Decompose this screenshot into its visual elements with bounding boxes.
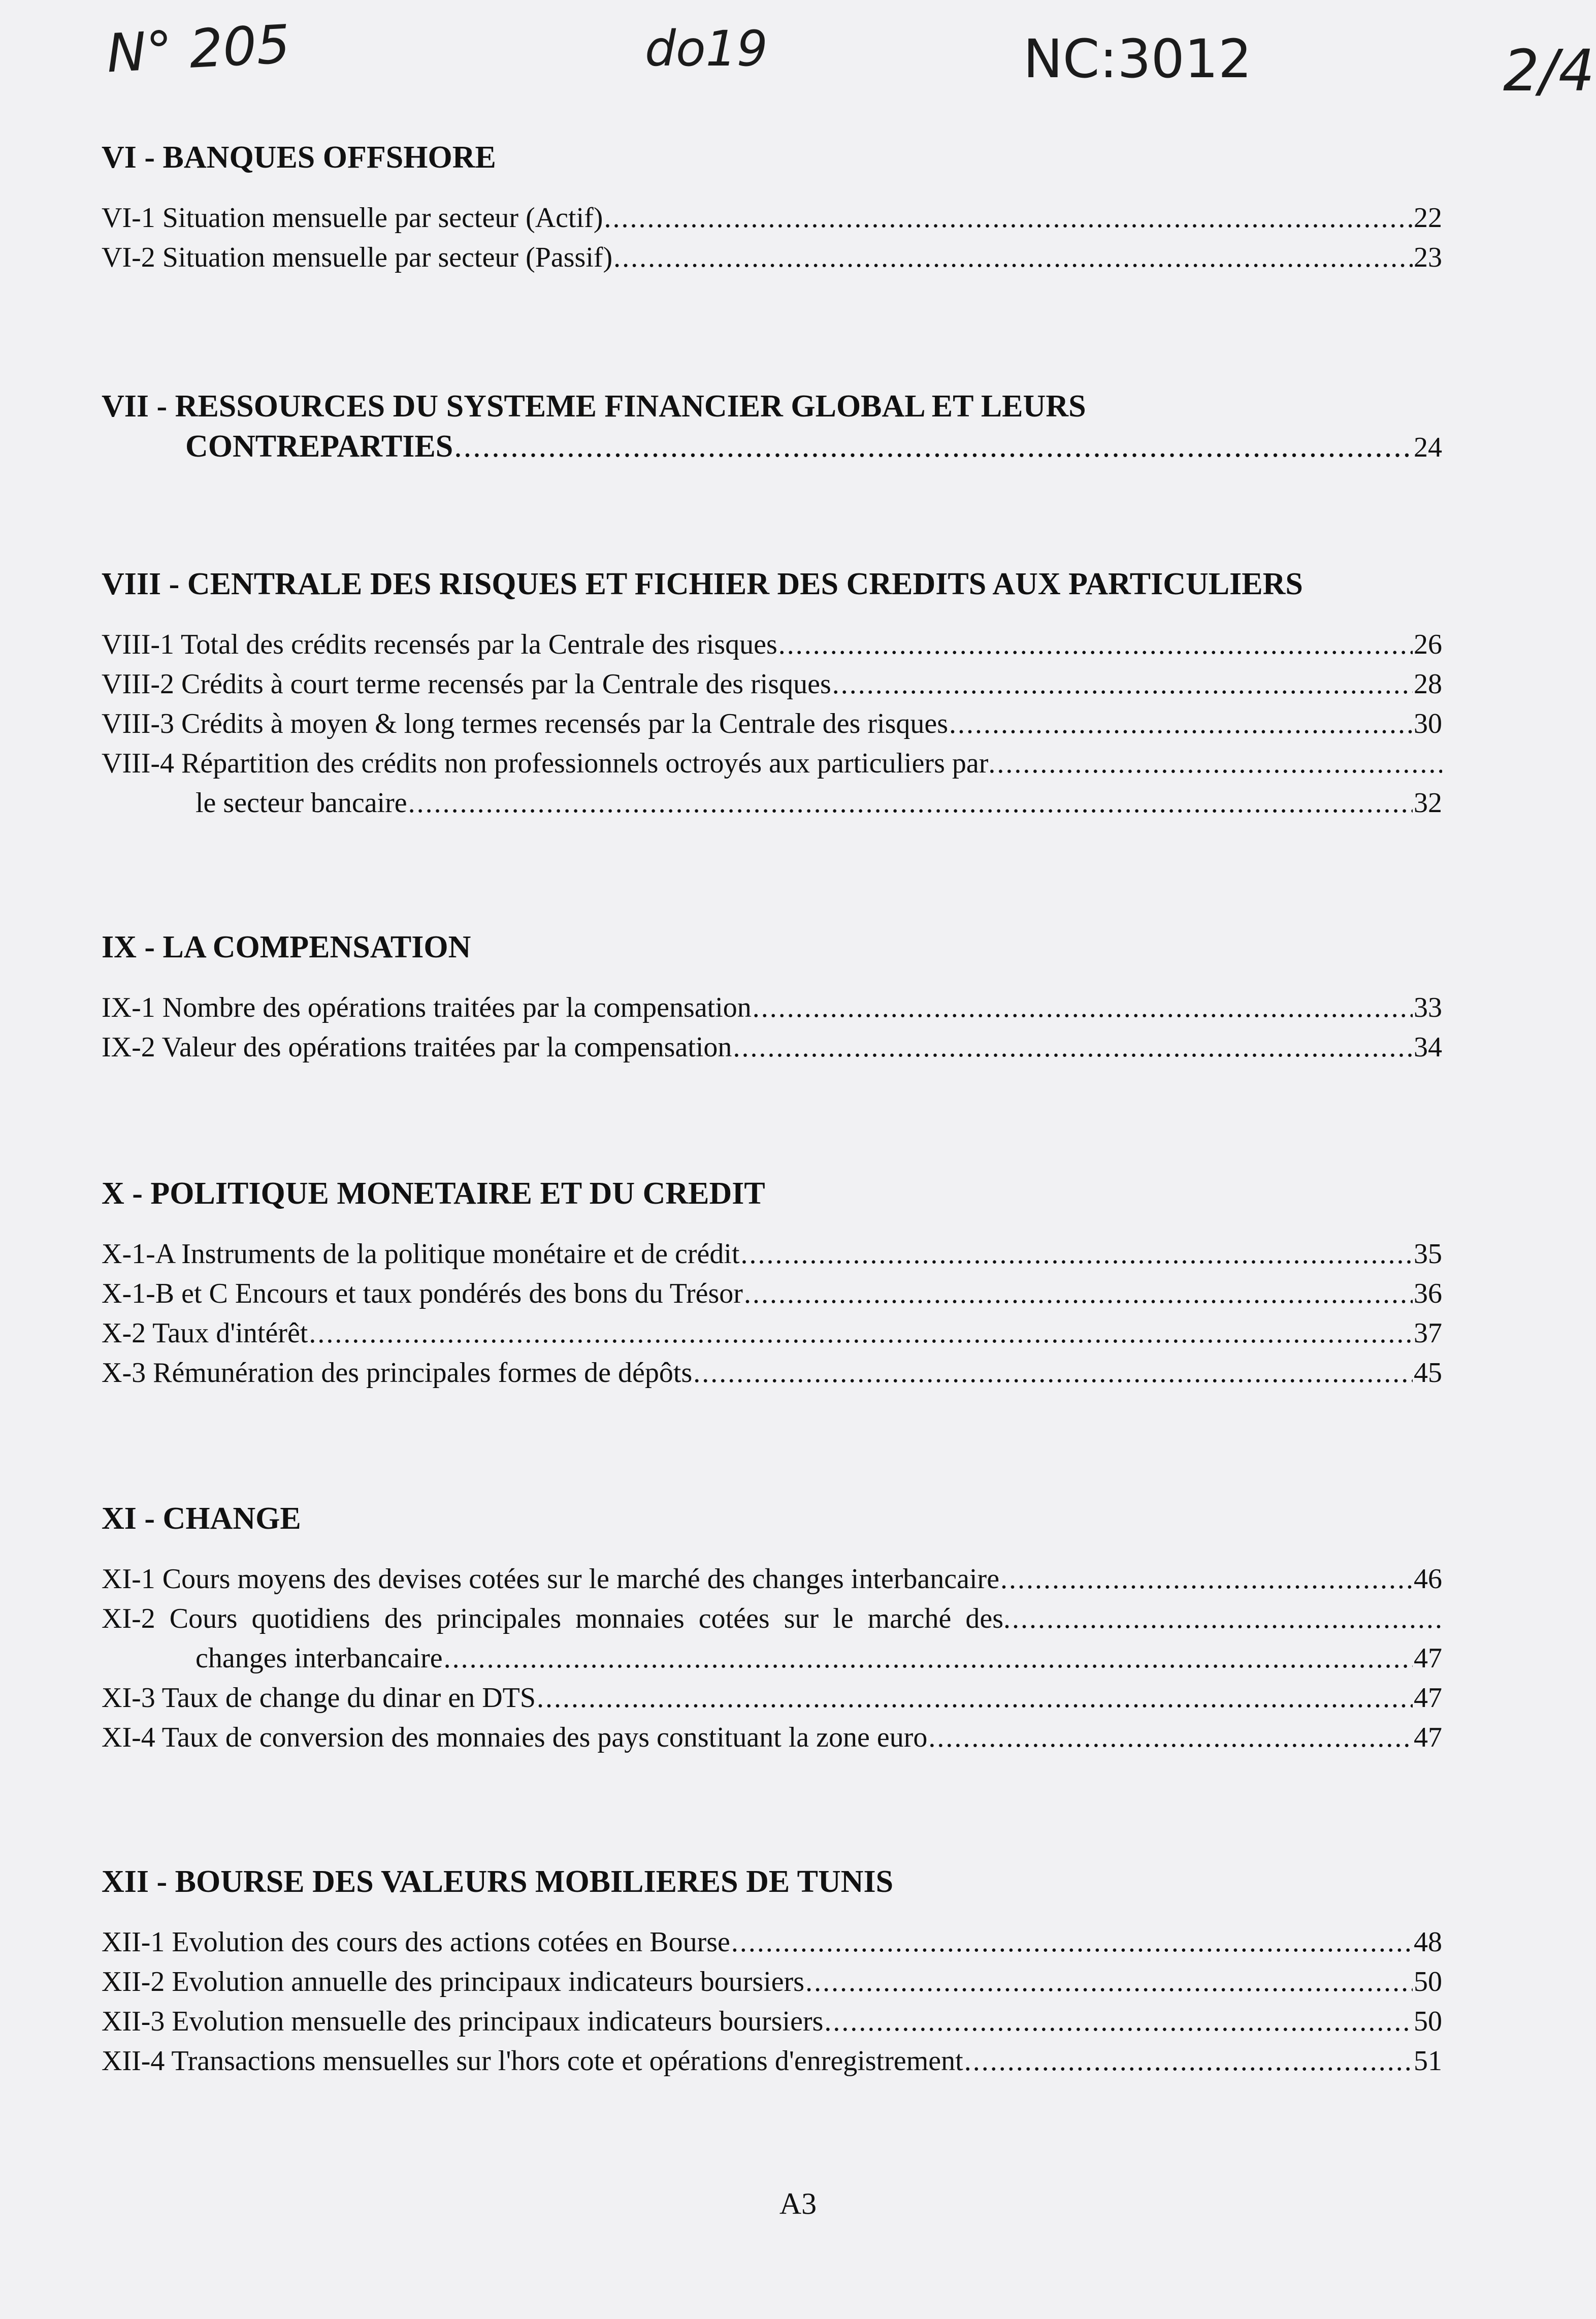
section-title: XI - CHANGE: [102, 1501, 301, 1536]
toc-entry-label: changes interbancaire: [196, 1642, 443, 1674]
section-title: [102, 386, 1442, 427]
toc-entry[interactable]: [102, 2002, 1442, 2041]
toc-entry-page: 22: [1414, 202, 1442, 234]
toc-entry[interactable]: [102, 238, 1442, 277]
toc-entry-label: XI-4 Taux de conversion des monnaies des pays constituant la zone euro: [102, 1722, 928, 1753]
dot-leader: [805, 1962, 1413, 2002]
toc-entry-page: 45: [1414, 1357, 1442, 1389]
toc-entry[interactable]: [102, 1274, 1442, 1313]
toc-entry-label: XI-2 Cours quotidiens des principales monnaies cotées sur le marché des: [102, 1603, 1004, 1634]
toc-entry-label: VIII-2 Crédits à court terme recensés par la Centrale des risques: [102, 668, 831, 700]
toc-entry[interactable]: [102, 1638, 1442, 1678]
toc-entry-page: 47: [1414, 1722, 1442, 1753]
dot-leader: [741, 1234, 1413, 1274]
toc-entry-page: 30: [1414, 708, 1442, 739]
toc-entry[interactable]: [102, 1922, 1442, 1962]
toc-entry-page: 47: [1414, 1642, 1442, 1674]
toc-entry-page: 28: [1414, 668, 1442, 700]
toc-entry-label: VI-2 Situation mensuelle par secteur (Passif): [102, 242, 613, 273]
toc-entry[interactable]: [102, 1718, 1442, 1757]
section-compensation: [102, 927, 1442, 1067]
toc-entry-label: le secteur bancaire: [196, 787, 407, 819]
toc-entry[interactable]: [102, 1559, 1442, 1599]
section-change: [102, 1498, 1442, 1757]
section-ressources: [102, 386, 1442, 467]
toc-entry[interactable]: [102, 664, 1442, 704]
dot-leader: [693, 1353, 1413, 1393]
section-bourse: [102, 1861, 1442, 2081]
toc-entry-line1[interactable]: [102, 744, 1442, 783]
toc-entry-page: 24: [1414, 432, 1442, 463]
toc-entry[interactable]: [102, 704, 1442, 744]
handwritten-nc: NC:3012: [1023, 28, 1252, 90]
handwritten-page-marker: 2/4: [1503, 38, 1595, 104]
dot-leader: [928, 1718, 1413, 1757]
dot-leader: [454, 427, 1413, 466]
toc-entry-page: 50: [1414, 2006, 1442, 2037]
dot-leader: [824, 2002, 1413, 2041]
dot-leader: [613, 238, 1413, 277]
section-title: XII - BOURSE DES VALEURS MOBILIERES DE TUNIS: [102, 1864, 894, 1899]
toc-entry-page: 37: [1414, 1317, 1442, 1349]
dot-leader: [964, 2041, 1413, 2081]
handwritten-annotations: [0, 15, 1596, 102]
toc-entry-page: 32: [1414, 787, 1442, 819]
toc-entry[interactable]: [102, 783, 1442, 823]
toc-entry-page: 35: [1414, 1238, 1442, 1270]
toc-entry-page: 51: [1414, 2045, 1442, 2077]
toc-entry[interactable]: [102, 1678, 1442, 1718]
toc-entry-page: 33: [1414, 992, 1442, 1023]
toc-entry-page: 50: [1414, 1966, 1442, 1998]
toc-entry-label: XII-4 Transactions mensuelles sur l'hors cote et opérations d'enregistrement: [102, 2045, 963, 2077]
toc-entry-label: VIII-3 Crédits à moyen & long termes recensés par la Centrale des risques: [102, 708, 949, 739]
toc-entry-label: X-1-B et C Encours et taux pondérés des bons du Trésor: [102, 1278, 743, 1309]
section-title: VIII - CENTRALE DES RISQUES ET FICHIER DES CREDITS AUX PARTICULIERS: [102, 567, 1303, 601]
toc-entry-page: 48: [1414, 1926, 1442, 1958]
page-footer-label: A3: [779, 2187, 817, 2220]
dot-leader: [1003, 1599, 1442, 1638]
section-politique-monetaire: [102, 1173, 1442, 1393]
toc-entry-page: 36: [1414, 1278, 1442, 1309]
toc-entry-label: XI-1 Cours moyens des devises cotées sur le marché des changes interbancaire: [102, 1563, 1000, 1595]
toc-entry[interactable]: [102, 1353, 1442, 1393]
handwritten-doc-number: N° 205: [105, 13, 292, 85]
section-title: VI - BANQUES OFFSHORE: [102, 140, 496, 175]
toc-entry-label: IX-2 Valeur des opérations traitées par la compensation: [102, 1032, 732, 1063]
dot-leader: [949, 704, 1413, 744]
toc-entry[interactable]: [102, 427, 1442, 467]
toc-entry[interactable]: [102, 198, 1442, 238]
dot-leader: [1000, 1559, 1413, 1599]
dot-leader: [309, 1313, 1413, 1353]
toc-entry-page: 23: [1414, 242, 1442, 273]
toc-entry-page: 34: [1414, 1032, 1442, 1063]
toc-entry[interactable]: [102, 1027, 1442, 1067]
dot-leader: [832, 664, 1413, 704]
dot-leader: [744, 1274, 1413, 1313]
section-centrale-des-risques: [102, 564, 1442, 823]
toc-entry[interactable]: [102, 625, 1442, 664]
handwritten-code: do19: [645, 20, 768, 77]
toc-entry-page: 46: [1414, 1563, 1442, 1595]
toc-entry[interactable]: [102, 2041, 1442, 2081]
toc-entry-label: XII-3 Evolution mensuelle des principaux indicateurs boursiers: [102, 2006, 824, 2037]
toc-entry-label: XII-1 Evolution des cours des actions cotées en Bourse: [102, 1926, 730, 1958]
dot-leader: [731, 1922, 1413, 1962]
dot-leader: [733, 1027, 1413, 1067]
dot-leader: [604, 198, 1413, 238]
toc-entry-label: VIII-1 Total des crédits recensés par la Centrale des risques: [102, 629, 777, 660]
dot-leader: [988, 744, 1442, 783]
toc-entry-page: 47: [1414, 1682, 1442, 1714]
section-banques-offshore: [102, 137, 1442, 277]
dot-leader: [778, 625, 1413, 664]
toc-entry-label: VI-1 Situation mensuelle par secteur (Actif): [102, 202, 603, 234]
dot-leader: [537, 1678, 1413, 1718]
toc-entry-label: IX-1 Nombre des opérations traitées par la compensation: [102, 992, 752, 1023]
section-title: IX - LA COMPENSATION: [102, 930, 471, 964]
toc-entry-label: XI-3 Taux de change du dinar en DTS: [102, 1682, 536, 1714]
dot-leader: [753, 988, 1413, 1027]
section-title: X - POLITIQUE MONETAIRE ET DU CREDIT: [102, 1176, 765, 1211]
toc-entry-line1[interactable]: [102, 1599, 1442, 1638]
section-title-line2: CONTREPARTIES: [185, 429, 453, 464]
dot-leader: [408, 783, 1413, 823]
toc-entry-page: 26: [1414, 629, 1442, 660]
toc-entry-label: X-1-A Instruments de la politique monétaire et de crédit: [102, 1238, 740, 1270]
toc-entry[interactable]: [102, 1313, 1442, 1353]
toc-entry-label: XII-2 Evolution annuelle des principaux indicateurs boursiers: [102, 1966, 805, 1998]
dot-leader: [444, 1638, 1413, 1678]
toc-entry[interactable]: [102, 1962, 1442, 2002]
section-title-line1: VII - RESSOURCES DU SYSTEME FINANCIER GLOBAL ET LEURS: [102, 389, 1086, 424]
toc-entry[interactable]: [102, 988, 1442, 1027]
toc-entry-label: X-2 Taux d'intérêt: [102, 1317, 308, 1349]
toc-entry-label: VIII-4 Répartition des crédits non professionnels octroyés aux particuliers par: [102, 748, 989, 779]
toc-entry-label: X-3 Rémunération des principales formes de dépôts: [102, 1357, 693, 1389]
toc-entry[interactable]: [102, 1234, 1442, 1274]
